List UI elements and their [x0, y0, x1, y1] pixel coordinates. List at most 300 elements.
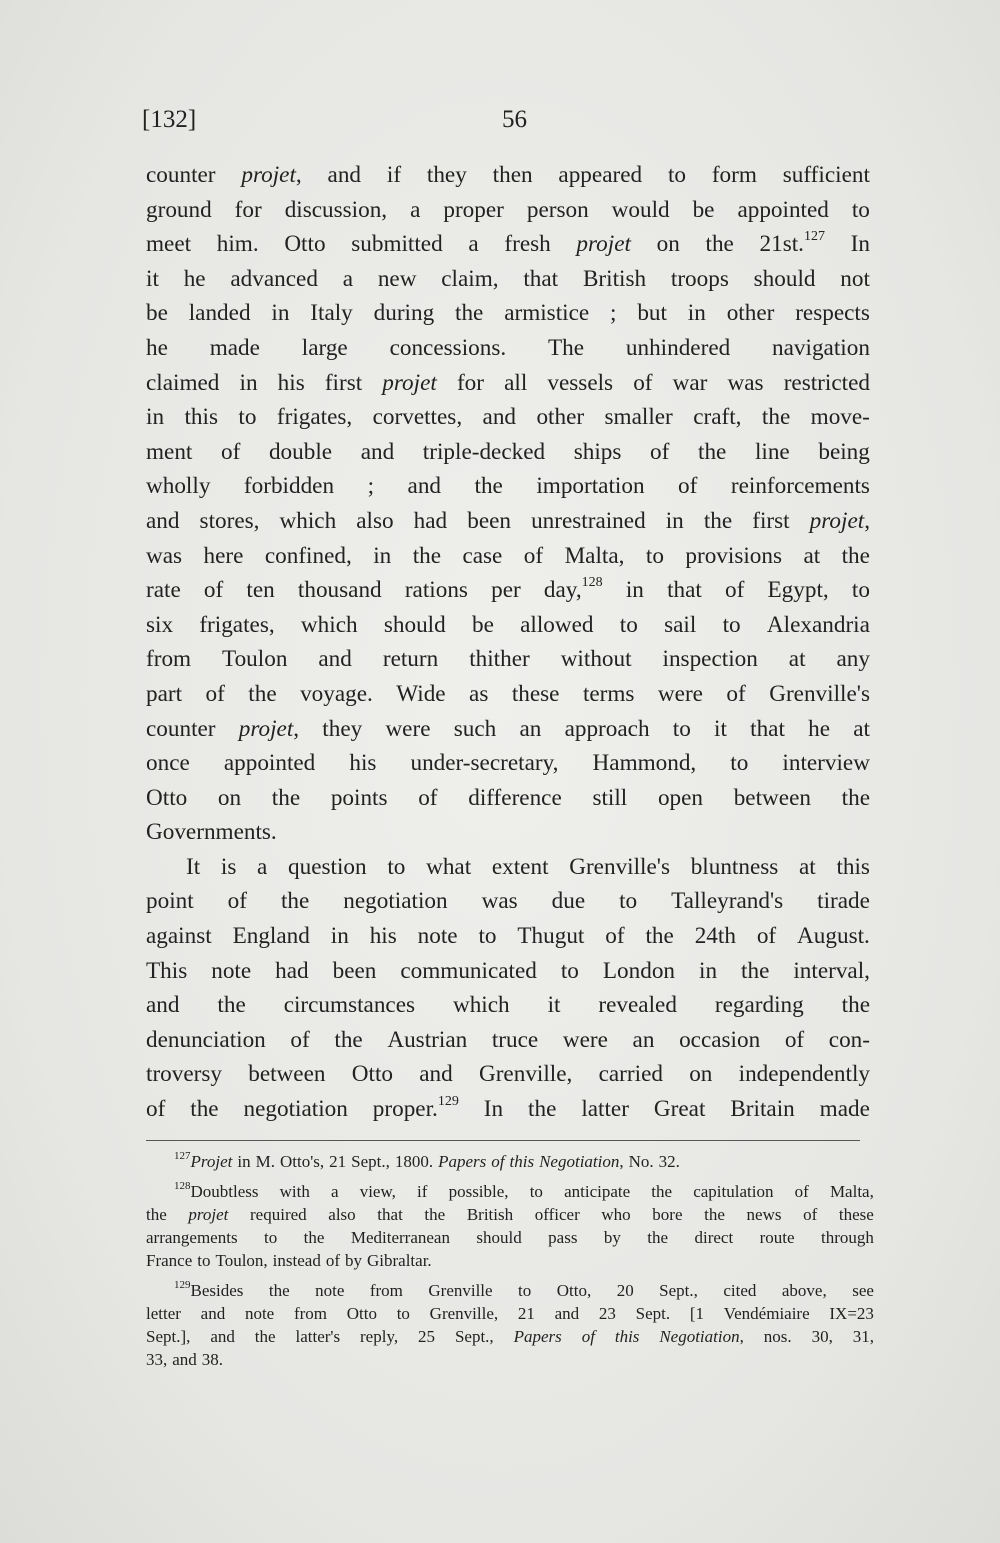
word: this — [836, 853, 870, 880]
word: the — [254, 1327, 276, 1346]
word: advanced — [230, 265, 318, 292]
word: this — [184, 404, 218, 431]
word: and — [554, 1304, 580, 1323]
word: any — [836, 646, 870, 673]
word: revealed — [598, 992, 677, 1019]
word: what — [426, 853, 472, 880]
word: 20 — [616, 1281, 634, 1300]
word: that — [750, 715, 785, 742]
word: 25 — [418, 1327, 436, 1346]
word: claim, — [441, 265, 499, 292]
word: of — [205, 680, 225, 707]
word: he — [183, 265, 206, 292]
body-line — [146, 158, 870, 193]
word: in — [237, 1152, 251, 1171]
word: to — [667, 162, 686, 188]
word: person — [526, 196, 589, 223]
word: 21st.$^{127}$ — [759, 229, 825, 258]
body-line — [146, 400, 870, 435]
word: projet, — [809, 507, 870, 534]
word: [1 — [689, 1304, 704, 1323]
word: Otto — [284, 231, 326, 258]
word: this — [509, 1152, 535, 1171]
word: possible, — [448, 1182, 509, 1201]
word: view, — [359, 1182, 396, 1201]
word: to — [518, 1281, 532, 1300]
word: of — [491, 1152, 505, 1171]
word: proper.$^{129}$ — [372, 1094, 459, 1123]
word: of — [605, 923, 625, 950]
word: con- — [828, 1026, 870, 1053]
word: not — [840, 265, 870, 292]
word: question — [288, 853, 367, 880]
word: ment — [146, 438, 193, 465]
word: of — [203, 577, 224, 604]
word: Otto — [346, 1304, 377, 1323]
word: and — [482, 404, 517, 431]
word: and — [210, 1327, 235, 1346]
word: an — [632, 1026, 655, 1053]
word: arrangements — [146, 1228, 238, 1247]
word: projet, — [241, 162, 302, 188]
word: were — [562, 1026, 608, 1053]
word: discussion, — [284, 196, 388, 223]
word: 24th — [694, 923, 736, 950]
word: restricted — [783, 369, 870, 396]
word: to — [197, 1251, 211, 1270]
word: if — [417, 1182, 428, 1201]
word: in — [271, 300, 290, 327]
word: the — [651, 1182, 673, 1201]
word: as — [469, 680, 489, 707]
word: to — [238, 404, 257, 431]
word: importation — [536, 473, 645, 500]
word: had — [275, 957, 309, 984]
word: see — [852, 1281, 874, 1300]
word: unhindered — [625, 334, 731, 361]
footnote-marker: 129 — [174, 1279, 191, 1292]
word: the — [280, 888, 310, 915]
footnote-line: $^{129}$Besides the note from Grenville to Otto, 20 Sept., cited above, see — [174, 1279, 874, 1300]
footnote-line — [146, 1226, 874, 1249]
word: Austrian — [387, 1026, 468, 1053]
word: and — [146, 992, 180, 1019]
word: No. — [628, 1152, 654, 1171]
word: frigates, — [276, 404, 353, 431]
word: forbidden — [243, 473, 335, 500]
word: with — [279, 1182, 310, 1201]
word: ; — [367, 473, 375, 500]
word: Grenville, — [429, 1304, 499, 1323]
word: an — [519, 715, 542, 742]
word: 21 — [329, 1152, 347, 1171]
word: negotiation — [243, 1096, 348, 1123]
word: of — [221, 438, 241, 465]
body-line — [146, 608, 870, 643]
body-line — [146, 815, 870, 850]
word: Vendémiaire — [723, 1304, 810, 1323]
word: to — [396, 1304, 410, 1323]
word: that — [667, 577, 702, 604]
word: Malta, — [564, 542, 625, 569]
word: to — [851, 577, 870, 604]
word: is — [220, 853, 237, 880]
word: the — [703, 507, 733, 534]
word: which — [452, 992, 510, 1019]
footnote-line — [146, 1302, 874, 1325]
page-header — [142, 106, 870, 146]
word: Gibraltar. — [367, 1251, 432, 1270]
word: British — [466, 1205, 514, 1224]
word: made — [819, 1096, 870, 1123]
word: in — [625, 577, 644, 604]
word: truce — [491, 1026, 539, 1053]
body-line — [146, 712, 870, 747]
footnote-line: $^{127}$Projet in M. Otto's, 21 Sept., 1800. Papers of this Negotiation, No. 32. — [174, 1150, 680, 1171]
word: Negotiation, — [539, 1152, 624, 1171]
word: were — [657, 680, 703, 707]
word: difference — [468, 784, 562, 811]
word: of — [290, 1026, 310, 1053]
word: Malta, — [829, 1182, 874, 1201]
word: to — [645, 542, 664, 569]
word: of — [650, 438, 670, 465]
word: M. — [255, 1152, 275, 1171]
word: the — [190, 1096, 219, 1123]
word: England — [232, 923, 310, 950]
word: open — [657, 784, 704, 811]
word: in — [373, 542, 392, 569]
word: would — [611, 196, 670, 223]
word: by — [345, 1251, 362, 1270]
word: on — [689, 1061, 713, 1088]
word: his — [277, 369, 305, 396]
word: under-secretary, — [410, 750, 559, 777]
word: double — [268, 438, 333, 465]
word: in — [239, 369, 258, 396]
word: at — [803, 542, 821, 569]
word: France — [146, 1251, 193, 1270]
word: denunciation — [146, 1026, 266, 1053]
word: note — [417, 923, 458, 950]
word: projet — [576, 231, 631, 258]
word: approach — [564, 715, 650, 742]
body-line — [146, 1057, 870, 1092]
word: bore — [652, 1205, 683, 1224]
word: Mediterranean — [350, 1228, 450, 1247]
body-line — [146, 193, 870, 228]
word: 30, — [811, 1327, 833, 1346]
word: Wide — [396, 680, 446, 707]
word: reinforcements — [730, 473, 870, 500]
word: the — [741, 957, 770, 984]
word: still — [592, 784, 628, 811]
footnote-rule — [146, 1140, 860, 1141]
word: of — [803, 1205, 818, 1224]
word: the — [841, 542, 870, 569]
word: and — [407, 473, 442, 500]
word: claimed — [146, 369, 220, 396]
body-text — [146, 158, 870, 1127]
word: at — [788, 646, 806, 673]
word: these — [838, 1205, 874, 1224]
word: move- — [810, 404, 870, 431]
word: British — [582, 265, 647, 292]
word: between — [733, 784, 811, 811]
word: Sept., — [454, 1327, 494, 1346]
word: been — [467, 507, 511, 534]
word: to — [672, 715, 691, 742]
footnote-129 — [146, 1279, 874, 1371]
word: from — [293, 1304, 327, 1323]
body-line — [146, 539, 870, 574]
word: of — [756, 923, 777, 950]
word: was — [727, 369, 764, 396]
word: sufficient — [782, 162, 870, 188]
word: of — [784, 1026, 805, 1053]
word: Toulon, — [215, 1251, 268, 1270]
word: projet — [188, 1205, 229, 1224]
body-line — [146, 262, 870, 297]
word: from — [369, 1281, 403, 1300]
word: also — [356, 507, 394, 534]
word: Talleyrand's — [671, 888, 784, 915]
word: made — [209, 334, 260, 361]
word: Papers — [438, 1152, 487, 1171]
word: the — [705, 231, 734, 258]
body-line — [146, 1092, 870, 1127]
word: they — [426, 162, 467, 188]
word: of — [325, 1251, 340, 1270]
body-line — [146, 919, 870, 954]
word: such — [453, 715, 497, 742]
word: projet, — [238, 715, 300, 742]
word: and — [318, 646, 352, 673]
word: of — [725, 577, 745, 604]
body-line — [146, 296, 870, 331]
word: a — [468, 231, 479, 258]
word: capitulation — [693, 1182, 774, 1201]
word: confined, — [264, 542, 352, 569]
word: the — [248, 680, 277, 707]
word: fresh — [504, 231, 551, 258]
word: the — [698, 438, 727, 465]
word: he — [146, 334, 168, 361]
word: Otto, — [556, 1281, 592, 1300]
word: to — [560, 957, 579, 984]
word: this — [614, 1327, 640, 1346]
word: Britain — [730, 1096, 795, 1123]
word: without — [560, 646, 632, 673]
word: appointed — [737, 196, 829, 223]
word: The — [547, 334, 585, 361]
word: and — [200, 1304, 226, 1323]
word: here — [203, 542, 244, 569]
word: in — [330, 923, 349, 950]
word: were — [385, 715, 431, 742]
word: other — [536, 404, 585, 431]
word: in — [665, 507, 684, 534]
word: through — [820, 1228, 874, 1247]
body-line — [146, 781, 870, 816]
word: who — [601, 1205, 631, 1224]
word: counter — [146, 162, 216, 188]
word: occasion — [679, 1026, 761, 1053]
word: the — [455, 300, 484, 327]
word: in — [687, 300, 706, 327]
word: during — [373, 300, 435, 327]
word: Otto — [351, 1061, 393, 1088]
word: if — [386, 162, 402, 188]
footnote-line — [146, 1325, 874, 1348]
word: the — [528, 1096, 557, 1123]
word: him. — [216, 231, 259, 258]
word: navigation — [772, 334, 870, 361]
word: 32. — [658, 1152, 680, 1171]
footnote-line: $^{128}$Doubtless with a view, if possible, to anticipate the capitulation of Malta, — [174, 1180, 874, 1201]
footnote-line — [146, 1348, 874, 1371]
body-line — [146, 435, 870, 470]
word: respects — [795, 300, 870, 327]
bracket-page-number: [132] — [142, 106, 197, 133]
word: point — [146, 888, 194, 915]
word: ten — [246, 577, 275, 604]
word: should — [753, 265, 816, 292]
word: carried — [598, 1061, 663, 1088]
word: nos. — [763, 1327, 792, 1346]
word: but — [637, 300, 667, 327]
body-line — [146, 988, 870, 1023]
body-line — [146, 642, 870, 677]
word: Sept., — [351, 1152, 390, 1171]
word: anticipate — [564, 1182, 631, 1201]
word: projet — [382, 369, 437, 396]
word: 33, — [146, 1350, 168, 1369]
word: the — [841, 992, 870, 1019]
word: the — [841, 784, 870, 811]
word: provisions — [685, 542, 782, 569]
word: Alexandria — [766, 611, 870, 638]
word: Grenville, — [478, 1061, 573, 1088]
word: the — [761, 404, 791, 431]
word: Italy — [310, 300, 353, 327]
word: to — [387, 853, 406, 880]
word: terms — [582, 680, 635, 707]
word: allowed — [520, 611, 594, 638]
word: the — [271, 784, 301, 811]
word: of — [581, 1327, 595, 1346]
word: Egypt, — [767, 577, 829, 604]
word: to — [619, 611, 638, 638]
page-number: 56 — [502, 106, 527, 133]
footnote-line — [146, 1203, 874, 1226]
word: first — [752, 507, 790, 534]
word: part — [146, 680, 183, 707]
body-line — [146, 227, 870, 262]
word: Sept. — [635, 1304, 671, 1323]
word: 1800. — [394, 1152, 434, 1171]
word: ships — [573, 438, 622, 465]
word: been — [332, 957, 377, 984]
word: the — [334, 1026, 363, 1053]
word: and — [146, 507, 180, 534]
word: large — [301, 334, 348, 361]
word: being — [818, 438, 870, 465]
word: of — [794, 1182, 809, 1201]
footnotes — [146, 1150, 874, 1378]
word: the — [268, 1281, 290, 1300]
word: Toulon — [222, 646, 288, 673]
word: In — [850, 231, 870, 258]
word: and — [172, 1350, 197, 1369]
word: of — [726, 680, 746, 707]
word: In — [483, 1096, 504, 1123]
word: Thugut — [517, 923, 585, 950]
word: stores, — [199, 507, 260, 534]
word: thousand — [297, 577, 382, 604]
footnote-marker: 127 — [174, 1150, 191, 1163]
word: new — [377, 265, 417, 292]
word: inspection — [662, 646, 758, 673]
body-line — [146, 573, 870, 608]
body-line — [146, 469, 870, 504]
body-line — [146, 331, 870, 366]
word: also — [328, 1205, 356, 1224]
word: form — [711, 162, 757, 188]
footnote-127 — [146, 1150, 874, 1173]
word: Negotiation, — [659, 1327, 744, 1346]
word: of — [633, 369, 653, 396]
word: the — [303, 1228, 325, 1247]
word: return — [382, 646, 439, 673]
word: direct — [694, 1228, 734, 1247]
word: note — [211, 957, 252, 984]
word: once — [146, 750, 190, 777]
body-line — [146, 884, 870, 919]
word: the — [645, 923, 674, 950]
word: ground — [146, 196, 212, 223]
word: was — [146, 542, 183, 569]
word: of — [227, 888, 247, 915]
word: the — [217, 992, 246, 1019]
word: by — [603, 1228, 621, 1247]
word: wholly — [146, 473, 211, 500]
word: the — [474, 473, 503, 500]
word: line — [754, 438, 790, 465]
word: interval, — [793, 957, 870, 984]
body-line — [146, 504, 870, 539]
word: concessions. — [389, 334, 507, 361]
word: it — [714, 715, 727, 742]
word: negotiation — [343, 888, 448, 915]
word: had — [413, 507, 448, 534]
word: tirade — [817, 888, 870, 915]
word: other — [726, 300, 775, 327]
word: reply, — [360, 1327, 399, 1346]
body-line — [146, 746, 870, 781]
footnote-marker: 128 — [174, 1180, 191, 1193]
word: to — [619, 888, 638, 915]
word: Grenville's — [769, 680, 870, 707]
word: London — [602, 957, 676, 984]
word: the — [704, 1205, 725, 1224]
word: it — [146, 265, 159, 292]
word: to — [722, 611, 741, 638]
word: Papers — [513, 1327, 562, 1346]
word: for — [234, 196, 262, 223]
word: it — [547, 992, 561, 1019]
footnote-line — [146, 1249, 874, 1272]
